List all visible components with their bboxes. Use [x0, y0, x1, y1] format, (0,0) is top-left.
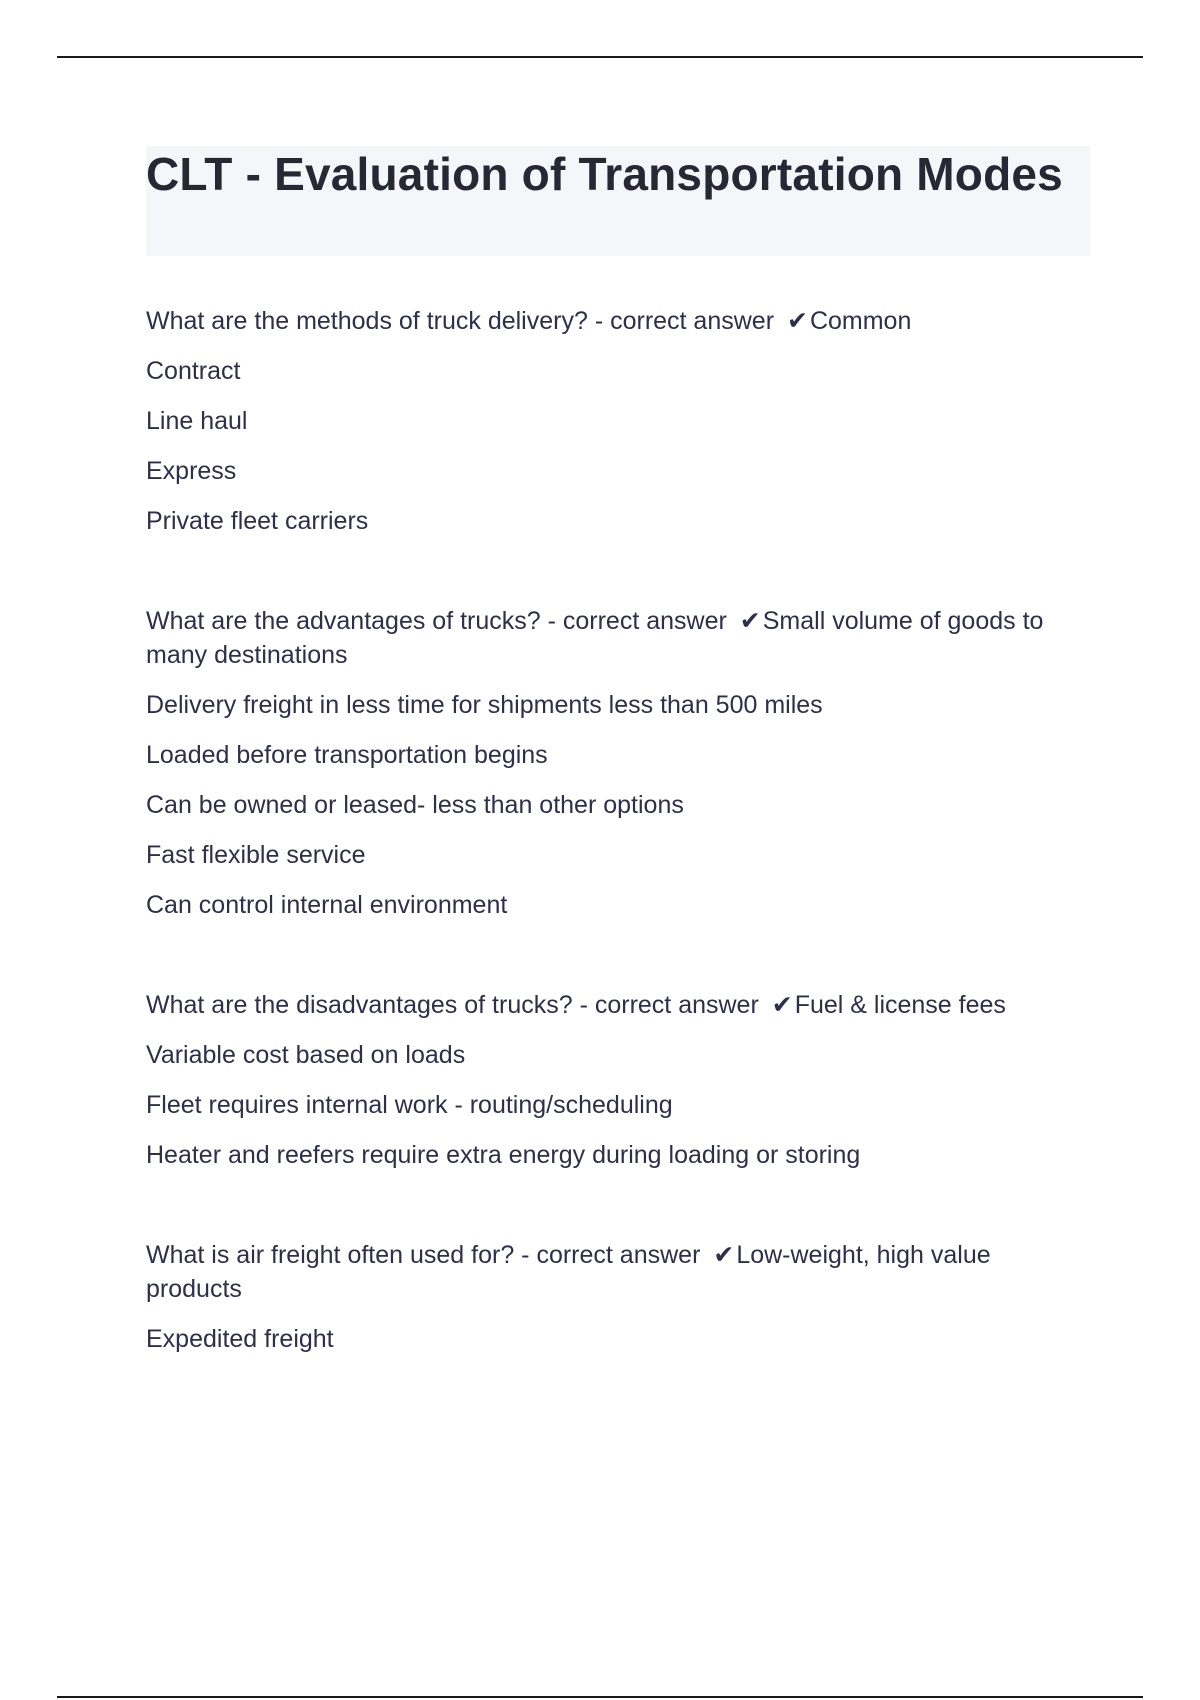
qa-question — [146, 604, 1090, 672]
answer-line: Express — [146, 457, 237, 485]
title-banner — [146, 146, 1090, 256]
qa-item — [146, 988, 1090, 1172]
question-text: What are the disadvantages of trucks? - correct answer — [146, 991, 759, 1019]
answer-line: Delivery freight in less time for shipments less than 500 miles — [146, 691, 823, 719]
qa-question — [146, 1238, 1090, 1306]
answer-line: Private fleet carriers — [146, 507, 369, 535]
page-title: CLT - Evaluation of Transportation Modes — [146, 148, 1063, 200]
answer-line: Fast flexible service — [146, 841, 366, 869]
answer-first: Common — [809, 307, 912, 335]
qa-item — [146, 1238, 1090, 1356]
document-body — [146, 146, 1090, 1356]
bottom-rule — [57, 1696, 1143, 1698]
check-icon: ✔ — [739, 607, 761, 635]
answer-line: Variable cost based on loads — [146, 1041, 466, 1069]
answer-first: Low-weight, high value products — [146, 1241, 991, 1303]
qa-item — [146, 304, 1090, 538]
qa-item — [146, 604, 1090, 922]
answer-first: Small volume of goods to many destinations — [146, 607, 1044, 669]
qa-question — [146, 988, 1090, 1022]
top-rule — [57, 56, 1143, 58]
answer-first: Fuel & license fees — [794, 991, 1006, 1019]
qa-question — [146, 304, 1090, 338]
question-text: What are the methods of truck delivery? - correct answer — [146, 307, 775, 335]
answer-line: Loaded before transportation begins — [146, 741, 548, 769]
check-icon: ✔ — [786, 307, 808, 335]
answer-line: Heater and reefers require extra energy during loading or storing — [146, 1141, 861, 1169]
answer-line: Can control internal environment — [146, 891, 508, 919]
answer-line: Fleet requires internal work - routing/scheduling — [146, 1091, 673, 1119]
check-icon: ✔ — [713, 1241, 735, 1269]
answer-line: Line haul — [146, 407, 248, 435]
answer-line: Contract — [146, 357, 241, 385]
question-text: What is air freight often used for? - correct answer — [146, 1241, 701, 1269]
answer-line: Expedited freight — [146, 1325, 334, 1353]
answer-line: Can be owned or leased- less than other options — [146, 791, 684, 819]
question-text: What are the advantages of trucks? - correct answer — [146, 607, 727, 635]
check-icon: ✔ — [771, 991, 793, 1019]
